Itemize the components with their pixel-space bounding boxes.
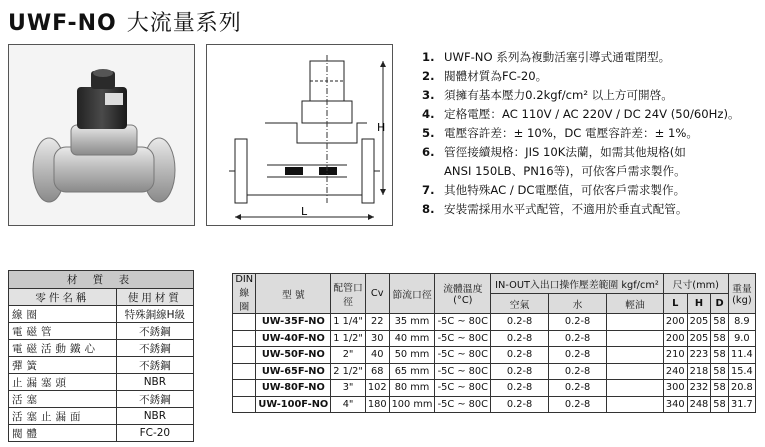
cell-model: UW-65F-NO xyxy=(256,363,331,380)
spec-item xyxy=(422,181,762,200)
cell-model: UW-100F-NO xyxy=(256,396,331,413)
material-value: NBR xyxy=(116,408,193,425)
material-header-material: 使用材質 xyxy=(116,289,193,306)
cell-d: 58 xyxy=(711,380,728,397)
cell-air: 0.2-8 xyxy=(491,363,549,380)
material-value: 不銹鋼 xyxy=(116,323,193,340)
cell-h: 205 xyxy=(687,330,711,347)
model-row xyxy=(233,347,756,364)
material-row xyxy=(9,425,194,442)
spec-number: 6. xyxy=(422,145,435,159)
material-value: 不銹鋼 xyxy=(116,340,193,357)
cell-water: 0.2-8 xyxy=(549,380,607,397)
spec-number: 8. xyxy=(422,202,435,216)
cell-cv: 40 xyxy=(365,347,389,364)
cell-d: 58 xyxy=(711,396,728,413)
cell-cv: 102 xyxy=(365,380,389,397)
spec-text: 電壓容許差：± 10%，DC 電壓容許差：± 1%。 xyxy=(444,126,698,140)
header-din: DIN 線圈 xyxy=(233,274,256,314)
material-part: 彈簧 xyxy=(9,357,117,374)
cell-model: UW-80F-NO xyxy=(256,380,331,397)
cell-h: 205 xyxy=(687,314,711,331)
spec-text: 管徑接續規格：JIS 10K法蘭，如需其他規格(如 xyxy=(444,145,686,159)
spec-item xyxy=(422,105,762,124)
spec-item xyxy=(422,143,762,162)
cell-air: 0.2-8 xyxy=(491,314,549,331)
spec-item xyxy=(422,124,762,143)
cell-port: 3" xyxy=(331,380,366,397)
material-row xyxy=(9,340,194,357)
model-spec-table xyxy=(232,273,756,413)
cell-port: 4" xyxy=(331,396,366,413)
spec-number: 4. xyxy=(422,107,435,121)
cell-temp: -5C ~ 80C xyxy=(435,347,491,364)
cell-d: 58 xyxy=(711,347,728,364)
model-row xyxy=(233,380,756,397)
cell-cv: 68 xyxy=(365,363,389,380)
header-h: H xyxy=(687,294,711,314)
cell-l: 340 xyxy=(663,396,687,413)
cell-d: 58 xyxy=(711,330,728,347)
cell-orifice: 80 mm xyxy=(389,380,435,397)
material-part: 止漏塞頭 xyxy=(9,374,117,391)
cell-air: 0.2-8 xyxy=(491,330,549,347)
spec-list xyxy=(422,48,762,219)
header-port: 配管口徑 xyxy=(331,274,366,314)
cell-water: 0.2-8 xyxy=(549,314,607,331)
model-row xyxy=(233,314,756,331)
cell-port: 2 1/2" xyxy=(331,363,366,380)
spec-text: 閥體材質為FC-20。 xyxy=(444,69,548,83)
cell-oil xyxy=(607,363,664,380)
din-cell xyxy=(233,380,256,397)
material-row xyxy=(9,323,194,340)
model-row xyxy=(233,396,756,413)
cell-oil xyxy=(607,347,664,364)
cell-port: 1 1/2" xyxy=(331,330,366,347)
material-part: 電磁管 xyxy=(9,323,117,340)
header-air: 空氣 xyxy=(491,294,549,314)
cell-orifice: 35 mm xyxy=(389,314,435,331)
material-row xyxy=(9,408,194,425)
material-value: 不銹鋼 xyxy=(116,391,193,408)
cell-l: 300 xyxy=(663,380,687,397)
header-cv: Cv xyxy=(365,274,389,314)
header-model: 型 號 xyxy=(256,274,331,314)
cell-oil xyxy=(607,380,664,397)
spec-text-continued: ANSI 150LB、PN16等)，可依客戶需求製作。 xyxy=(444,164,686,178)
page-title xyxy=(8,6,242,37)
model-row xyxy=(233,330,756,347)
header-l: L xyxy=(663,294,687,314)
header-size: 尺寸(mm) xyxy=(663,274,728,294)
cell-temp: -5C ~ 80C xyxy=(435,363,491,380)
din-cell xyxy=(233,396,256,413)
header-orifice: 節流口徑 xyxy=(389,274,435,314)
header-oil: 輕油 xyxy=(607,294,664,314)
cell-oil xyxy=(607,314,664,331)
material-row xyxy=(9,357,194,374)
cell-weight: 11.4 xyxy=(728,347,755,364)
spec-number: 5. xyxy=(422,126,435,140)
cell-water: 0.2-8 xyxy=(549,347,607,364)
spec-number: 1. xyxy=(422,50,435,64)
material-row xyxy=(9,391,194,408)
cell-d: 58 xyxy=(711,314,728,331)
cell-water: 0.2-8 xyxy=(549,396,607,413)
material-row xyxy=(9,374,194,391)
din-cell xyxy=(233,363,256,380)
material-value: 特殊銅線H級 xyxy=(116,306,193,323)
cell-air: 0.2-8 xyxy=(491,396,549,413)
cell-model: UW-50F-NO xyxy=(256,347,331,364)
dim-l-label: L xyxy=(301,205,308,218)
cell-air: 0.2-8 xyxy=(491,347,549,364)
cell-oil xyxy=(607,396,664,413)
header-pressure: IN-OUT入出口操作壓差範圍 kgf/cm² xyxy=(491,274,664,294)
cell-temp: -5C ~ 80C xyxy=(435,380,491,397)
cell-h: 223 xyxy=(687,347,711,364)
cell-cv: 22 xyxy=(365,314,389,331)
cell-l: 200 xyxy=(663,330,687,347)
dim-h-label: H xyxy=(377,121,386,134)
material-value: NBR xyxy=(116,374,193,391)
cell-cv: 30 xyxy=(365,330,389,347)
cell-temp: -5C ~ 80C xyxy=(435,396,491,413)
material-part: 閥體 xyxy=(9,425,117,442)
cell-port: 2" xyxy=(331,347,366,364)
cell-orifice: 65 mm xyxy=(389,363,435,380)
spec-item xyxy=(422,200,762,219)
cell-weight: 8.9 xyxy=(728,314,755,331)
spec-item xyxy=(422,48,762,67)
material-value: FC-20 xyxy=(116,425,193,442)
din-cell xyxy=(233,347,256,364)
material-row xyxy=(9,306,194,323)
model-row xyxy=(233,363,756,380)
spec-number: 7. xyxy=(422,183,435,197)
material-part: 活塞 xyxy=(9,391,117,408)
product-photo xyxy=(8,44,195,226)
header-temp: 流體溫度 (°C) xyxy=(435,274,491,314)
cell-l: 240 xyxy=(663,363,687,380)
cell-weight: 15.4 xyxy=(728,363,755,380)
cell-cv: 180 xyxy=(365,396,389,413)
material-part: 線圈 xyxy=(9,306,117,323)
cell-temp: -5C ~ 80C xyxy=(435,330,491,347)
title-series-name: 大流量系列 xyxy=(126,11,242,36)
spec-text: 須擁有基本壓力0.2kgf/cm² 以上方可開啓。 xyxy=(444,88,673,102)
din-cell xyxy=(233,330,256,347)
cell-h: 248 xyxy=(687,396,711,413)
material-table-title: 材 質 表 xyxy=(9,271,194,289)
cell-water: 0.2-8 xyxy=(549,363,607,380)
cell-oil xyxy=(607,330,664,347)
spec-item xyxy=(422,86,762,105)
title-model: UWF-NO xyxy=(8,11,117,36)
cell-weight: 20.8 xyxy=(728,380,755,397)
spec-number: 3. xyxy=(422,88,435,102)
spec-number: 2. xyxy=(422,69,435,83)
cell-orifice: 50 mm xyxy=(389,347,435,364)
cell-model: UW-35F-NO xyxy=(256,314,331,331)
header-water: 水 xyxy=(549,294,607,314)
cell-temp: -5C ~ 80C xyxy=(435,314,491,331)
cell-l: 210 xyxy=(663,347,687,364)
spec-item xyxy=(422,67,762,86)
spec-text: 定格電壓：AC 110V / AC 220V / DC 24V (50/60Hz)。 xyxy=(444,107,740,121)
material-part: 電磁活動鐵心 xyxy=(9,340,117,357)
material-table xyxy=(8,270,194,442)
spec-text: 安裝需採用水平式配管，不適用於垂直式配管。 xyxy=(444,202,688,216)
cell-weight: 9.0 xyxy=(728,330,755,347)
material-header-part: 零件名稱 xyxy=(9,289,117,306)
header-weight: 重量 (kg) xyxy=(728,274,755,314)
cell-water: 0.2-8 xyxy=(549,330,607,347)
spec-text: 其他特殊AC / DC電壓值，可依客戶需求製作。 xyxy=(444,183,686,197)
material-value: 不銹鋼 xyxy=(116,357,193,374)
cell-h: 232 xyxy=(687,380,711,397)
cell-l: 200 xyxy=(663,314,687,331)
cell-orifice: 100 mm xyxy=(389,396,435,413)
valve-photo-image xyxy=(9,45,194,225)
cell-air: 0.2-8 xyxy=(491,380,549,397)
valve-section-drawing xyxy=(207,45,392,225)
cell-model: UW-40F-NO xyxy=(256,330,331,347)
cell-orifice: 40 mm xyxy=(389,330,435,347)
cell-h: 218 xyxy=(687,363,711,380)
din-cell xyxy=(233,314,256,331)
dimension-drawing xyxy=(206,44,393,226)
cell-d: 58 xyxy=(711,363,728,380)
header-d: D xyxy=(711,294,728,314)
cell-port: 1 1/4" xyxy=(331,314,366,331)
material-part: 活塞止漏面 xyxy=(9,408,117,425)
cell-weight: 31.7 xyxy=(728,396,755,413)
spec-text: UWF-NO 系列為複動活塞引導式通電閉型。 xyxy=(444,50,671,64)
